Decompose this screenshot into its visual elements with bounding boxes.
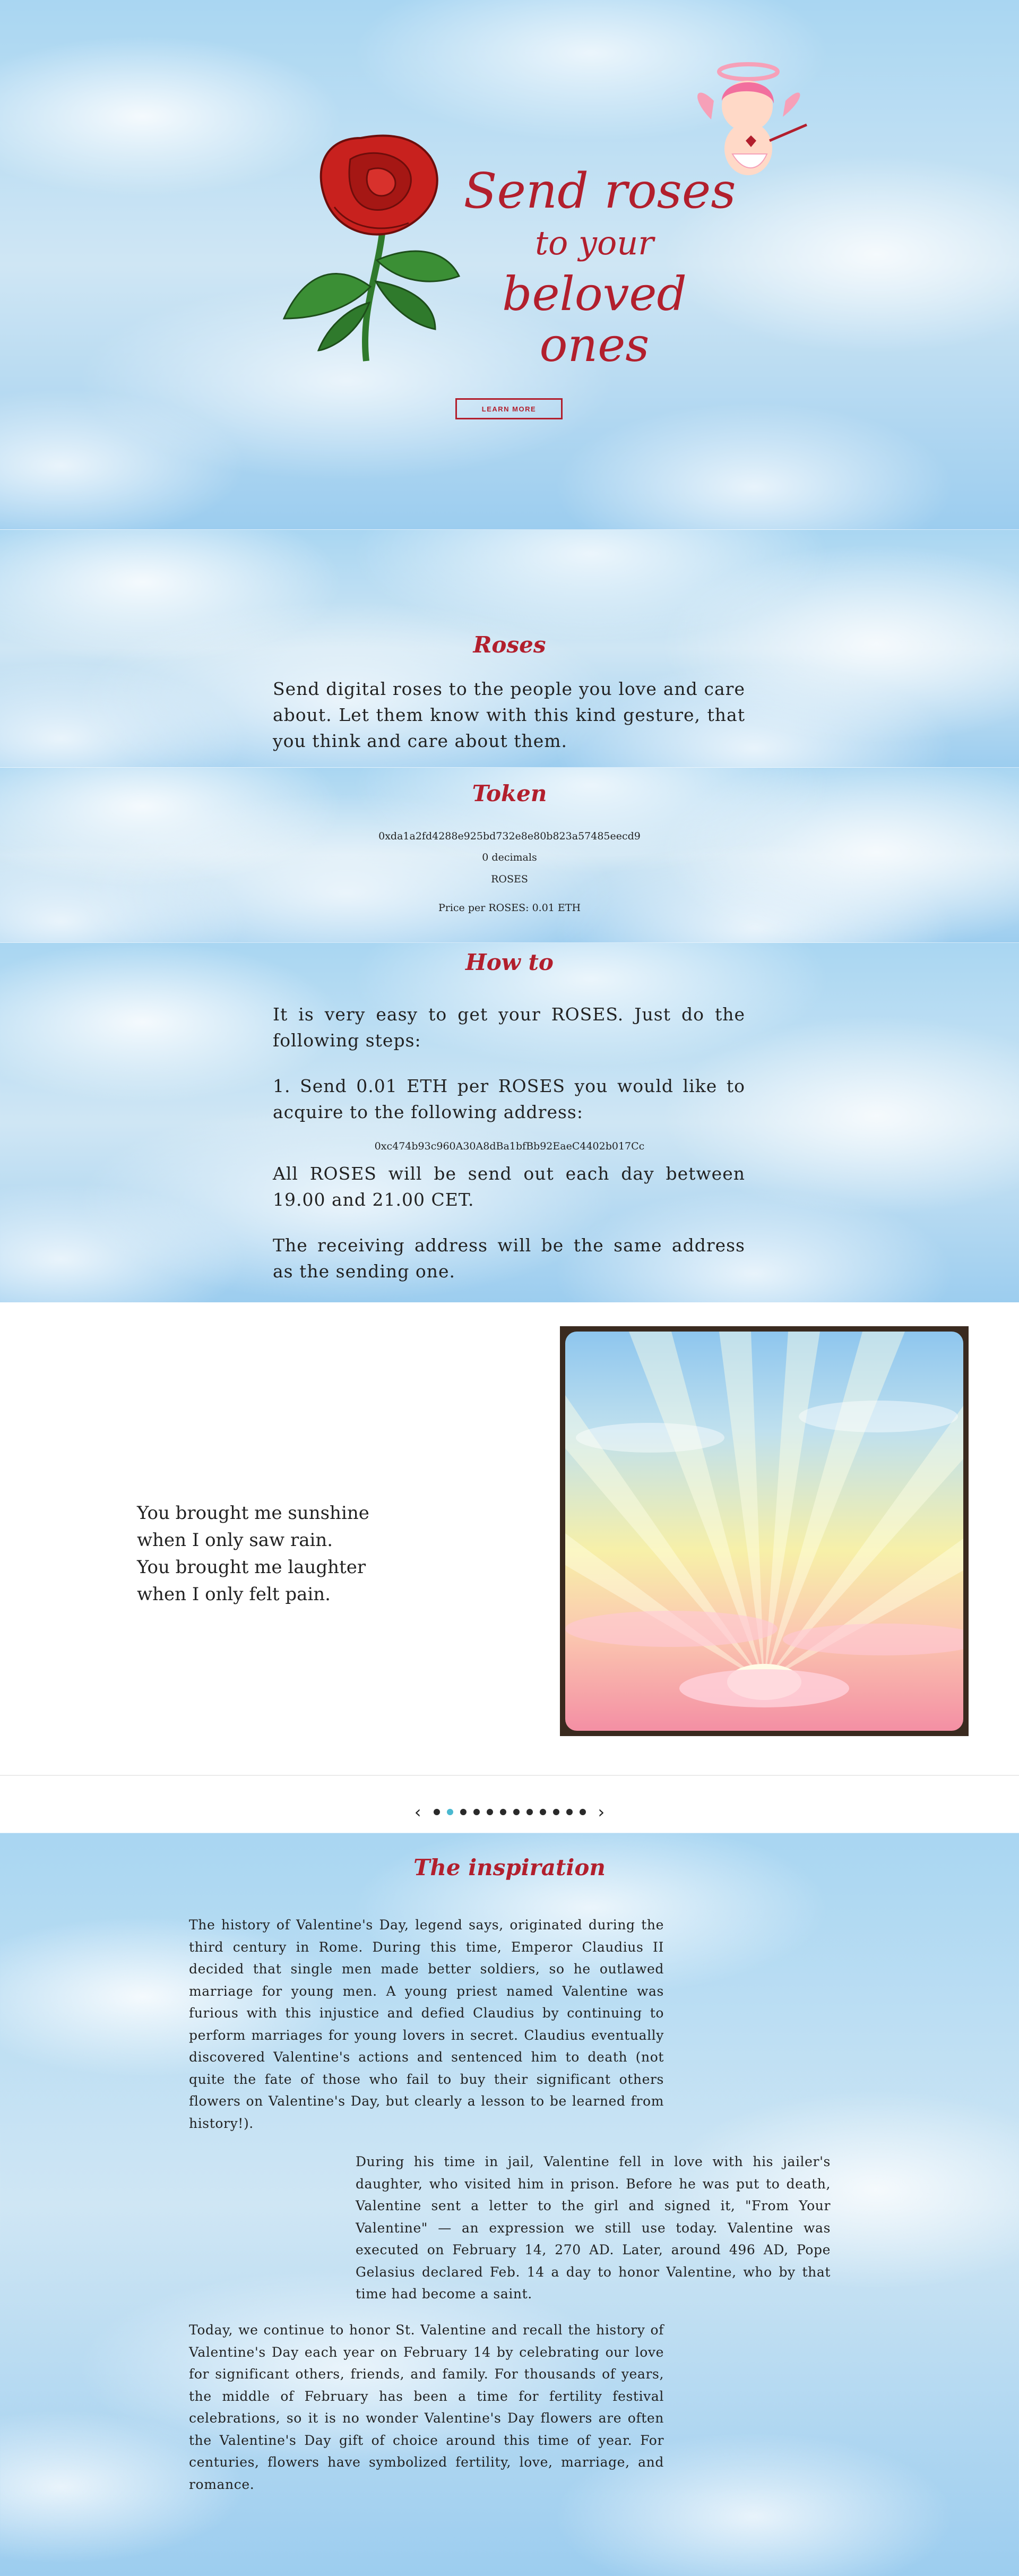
howto-address: 0xc474b93c960A30A8dBa1bfBb92EaeC4402b017Cc <box>374 1140 645 1152</box>
inspiration-paragraph-2: During his time in jail, Valentine fell in love with his jailer's daughter, who visited him in prison. Before he was put to death, Valentine sent a letter to the girl and signed it, "From Your Valentine" — an expression we still use today. Valentine was executed on February 14, 270 AD. Later, around 496 AD, Pope Gelasius declared Feb. 14 a day to honor Valentine, who by that time had become a saint. <box>356 2154 831 2302</box>
chevron-right-icon[interactable]: › <box>598 1802 605 1822</box>
sunrise-image-frame <box>560 1326 969 1736</box>
token-address: 0xda1a2fd4288e925bd732e8e80b823a57485eecd9 <box>378 830 641 842</box>
slider-divider <box>0 1775 1019 1776</box>
inspiration-section <box>0 1833 1019 2576</box>
learn-more-button[interactable]: LEARN MORE <box>455 398 563 419</box>
chevron-left-icon[interactable]: ‹ <box>414 1802 421 1822</box>
roses-section <box>0 529 1019 767</box>
hero-title-line3: beloved ones <box>502 267 687 372</box>
slider-dot[interactable] <box>500 1809 506 1815</box>
quote-slider-section <box>0 1302 1019 1822</box>
sun-rays-icon <box>565 1332 963 1731</box>
inspiration-heading: The inspiration <box>413 1854 606 1881</box>
quote-line: when I only saw rain. <box>137 1530 333 1551</box>
slider-dot[interactable] <box>580 1809 586 1815</box>
slider-pager <box>0 1796 1019 1828</box>
quote-line: You brought me sunshine <box>137 1502 369 1524</box>
slider-dot[interactable] <box>566 1809 573 1815</box>
quote-line: You brought me laughter <box>137 1557 366 1578</box>
howto-receiving: The receiving address will be the same address as the sending one. <box>273 1235 745 1282</box>
slider-dot[interactable] <box>540 1809 546 1815</box>
quote-text <box>137 1500 413 1608</box>
hero-title <box>446 162 743 372</box>
slider-dot[interactable] <box>460 1809 467 1815</box>
sunrise-image <box>565 1332 963 1731</box>
token-symbol: ROSES <box>491 873 528 885</box>
howto-intro: It is very easy to get your ROSES. Just do the following steps: <box>273 1004 745 1051</box>
slider-dot[interactable] <box>473 1809 480 1815</box>
token-section <box>0 767 1019 942</box>
hero-title-line1: Send roses <box>463 162 736 219</box>
slider-dot[interactable] <box>513 1809 520 1815</box>
slider-dot[interactable] <box>553 1809 559 1815</box>
token-heading: Token <box>472 780 547 806</box>
slider-dots <box>434 1809 586 1815</box>
slider-dot[interactable] <box>434 1809 440 1815</box>
inspiration-paragraph-3: Today, we continue to honor St. Valentine and recall the history of Valentine's Day each year on February 14 by celebrating our love for significant others, friends, and family. For thousands of years, the middle of February has been a time for fertility festival celebrations, so it is no wonder Valentine's Day flowers are often the Valentine's Day gift of choice around this time of year. For centuries, flowers have symbolized fertility, love, marriage, and romance. <box>189 2322 664 2492</box>
token-decimals: 0 decimals <box>482 852 537 863</box>
roses-heading: Roses <box>473 632 546 658</box>
rose-icon <box>276 127 467 366</box>
hero-section <box>0 0 1019 529</box>
slider-dot[interactable] <box>526 1809 533 1815</box>
howto-heading: How to <box>465 949 554 975</box>
slider-dot[interactable] <box>447 1809 453 1815</box>
slider-dot[interactable] <box>487 1809 493 1815</box>
howto-step1: 1. Send 0.01 ETH per ROSES you would like to acquire to the following address: <box>273 1076 745 1122</box>
roses-description: Send digital roses to the people you love and care about. Let them know with this kind gesture, that you think and care about them. <box>273 679 745 751</box>
token-price: Price per ROSES: 0.01 ETH <box>438 902 581 914</box>
quote-line: when I only felt pain. <box>137 1584 331 1605</box>
howto-section <box>0 942 1019 1302</box>
inspiration-paragraph-1: The history of Valentine's Day, legend says, originated during the third century in Rome. During this time, Emperor Claudius II decided that single men made better soldiers, so he outlawed marriage for young men. A young priest named Valentine was furious with this injustice and defied Claudius by continuing to perform marriages for young lovers in secret. Claudius eventually discovered Valentine's actions and sentenced him to death (not quite the fate of those who fail to buy their significant others flowers on Valentine's Day, but clearly a lesson to be learned from history!). <box>189 1917 664 2131</box>
howto-schedule: All ROSES will be send out each day between 19.00 and 21.00 CET. <box>273 1163 745 1210</box>
hero-title-line2: to your <box>535 224 654 262</box>
